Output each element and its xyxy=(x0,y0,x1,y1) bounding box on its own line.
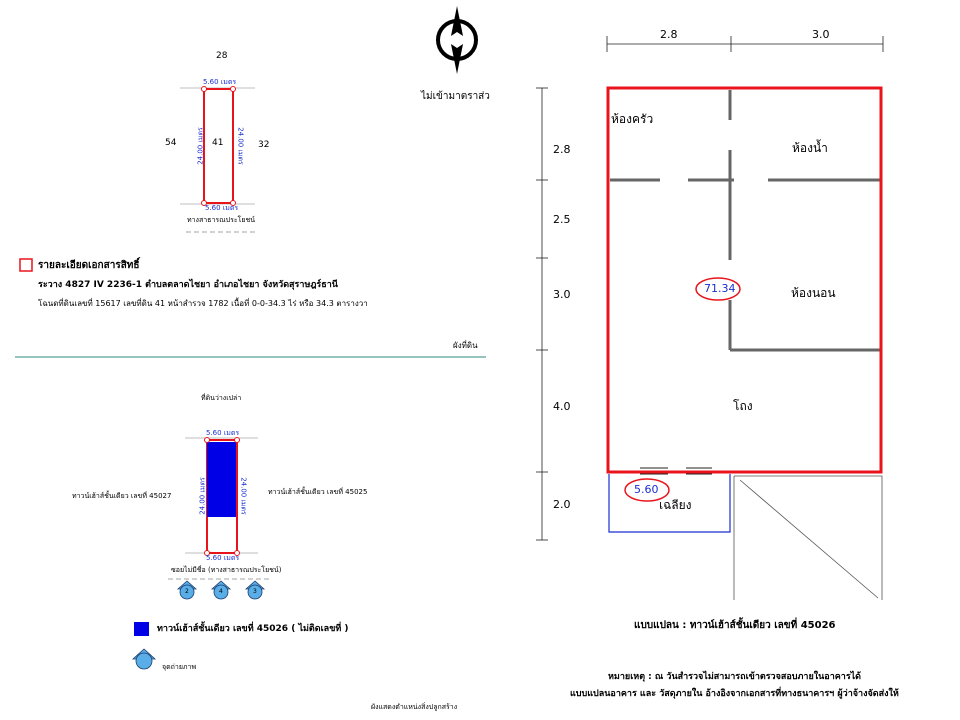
bottom-site-top-note: ที่ดินว่างเปล่า xyxy=(201,394,242,402)
photo-point-legend-label: จุดถ่ายภาพ xyxy=(162,663,197,671)
townhouse-legend-label: ทาวน์เฮ้าส์ชั้นเดียว เลขที่ 45026 ( ไม่ติดเลขที่ ) xyxy=(157,624,349,634)
remark-line-1: หมายเหตุ : ณ วันสำรวจไม่สามารถเข้าตรวจสอบภายในอาคารได้ xyxy=(608,672,862,682)
townhouse-legend-swatch xyxy=(134,622,149,636)
remark-line-2: แบบแปลนอาคาร และ วัสดุภายใน อ้างอิงจากเอกสารที่ทางธนาคารฯ ผู้ว่าจ้างจัดส่งให้ xyxy=(570,689,899,699)
top-dim-left: 2.8 xyxy=(660,28,678,41)
top-site-road: ทางสาธารณประโยชน์ xyxy=(187,216,255,224)
adjacent-plot-top: 28 xyxy=(216,51,228,61)
deed-legend-swatch xyxy=(20,259,32,271)
bottom-site-bottom-dim: 5.60 เมตร xyxy=(206,554,240,562)
bedroom-label: ห้องนอน xyxy=(791,286,836,300)
top-site-bottom-dim: 5.60 เมตร xyxy=(205,204,239,212)
side-dim-4: 4.0 xyxy=(553,400,571,413)
top-site-left-dim: 24.00 เมตร xyxy=(196,127,205,165)
bottom-site-right-dim: 24.00 เมตร xyxy=(239,477,248,515)
scale-note: ไม่เข้ามาตราส่ว xyxy=(421,91,490,102)
deed-line-2: โฉนดที่ดินเลขที่ 15617 เลขที่ดิน 41 หน้าสำรวจ 1782 เนื้อที่ 0-0-34.3 ไร่ หรือ 34.3 ตารางวา xyxy=(38,299,368,308)
bathroom-label: ห้องน้ำ xyxy=(792,141,828,155)
building-position-caption: ผังแสดงตำแหน่งสิ่งปลูกสร้าง xyxy=(371,703,458,711)
bottom-site-left-dim: 24.00 เมตร xyxy=(198,477,207,515)
top-site-top-dim: 5.60 เมตร xyxy=(203,78,237,86)
deed-legend-label: รายละเอียดเอกสารสิทธิ์ xyxy=(38,260,140,271)
adjacent-plot-right: 32 xyxy=(258,140,270,150)
top-site-right-dim: 24.00 เมตร xyxy=(236,127,245,165)
photo-point-legend-icon xyxy=(133,649,155,669)
photo-point-4-label: 4 xyxy=(219,588,223,595)
building-outline xyxy=(608,88,881,472)
land-plan-caption: ผังที่ดิน xyxy=(453,341,478,350)
deed-line-1: ระวาง 4827 IV 2236-1 ตำบลตลาดไชยา อำเภอไชยา จังหวัดสุราษฎร์ธานี xyxy=(38,280,338,290)
floor-plan-title: แบบแปลน : ทาวน์เฮ้าส์ชั้นเดียว เลขที่ 45026 xyxy=(634,620,836,631)
right-neighbor-label: ทาวน์เฮ้าส์ชั้นเดียว เลขที่ 45025 xyxy=(268,488,368,496)
bottom-site-top-dim: 5.60 เมตร xyxy=(206,429,240,437)
floor-plan-walls xyxy=(610,90,880,350)
side-dim-5: 2.0 xyxy=(553,498,571,511)
hall-label: โถง xyxy=(733,399,753,413)
bottom-site-road: ซอยไม่มีชื่อ (ทางสาธารณประโยชน์) xyxy=(171,566,282,574)
width-value: 5.60 xyxy=(634,483,659,496)
kitchen-label: ห้องครัว xyxy=(611,112,654,126)
photo-point-3-label: 3 xyxy=(253,588,257,595)
top-dim-right: 3.0 xyxy=(812,28,830,41)
area-value: 71.34 xyxy=(704,282,736,295)
photo-point-2-label: 2 xyxy=(185,588,189,595)
side-dim-3: 3.0 xyxy=(553,288,571,301)
side-dim-1: 2.8 xyxy=(553,143,571,156)
side-dim-2: 2.5 xyxy=(553,213,571,226)
plot-number: 41 xyxy=(212,138,224,148)
north-label: N xyxy=(454,35,460,44)
left-neighbor-label: ทาวน์เฮ้าส์ชั้นเดียว เลขที่ 45027 xyxy=(72,492,172,500)
adjacent-plot-left: 54 xyxy=(165,138,177,148)
porch-label: เฉลียง xyxy=(659,498,692,512)
